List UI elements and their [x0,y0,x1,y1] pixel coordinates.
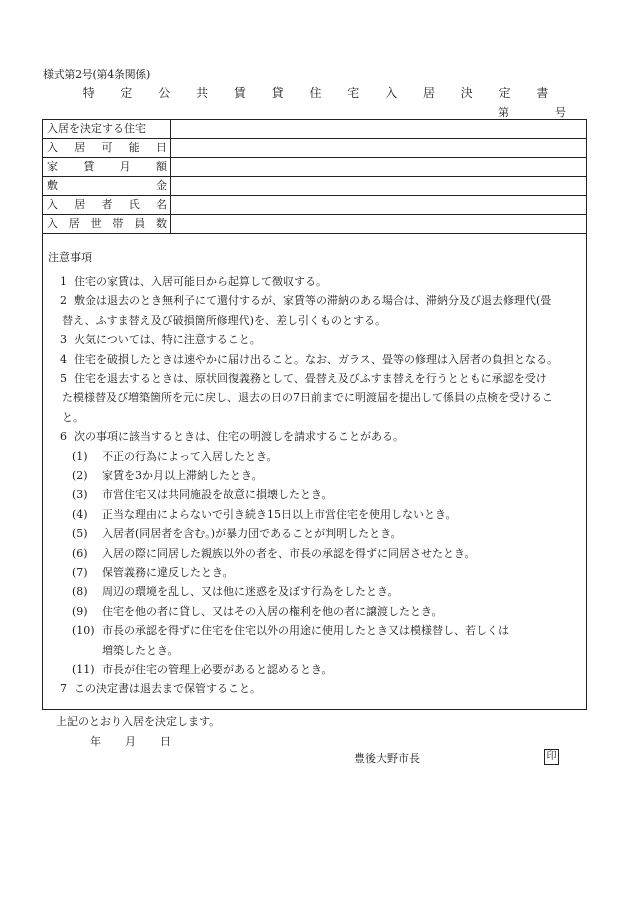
field-label-part: 能 [128,141,140,154]
sub-item-text: 入居の際に同居した親族以外の者を、市長の承認を得ずに同居させたとき。 [102,546,476,560]
issuer-name: 豊後大野市長 [354,752,420,765]
sub-item-text: 家賃を3か月以上滞納したとき。 [102,469,263,482]
note-item [60,350,558,369]
note-item-continuation: 替え、ふすま替え及び破損箇所修理代)を、差し引くものとする。 [62,313,386,327]
field-row [43,158,586,177]
field-label [43,196,171,214]
sub-item-text: 増築したとき。 [102,643,179,657]
field-label-part: 氏 [128,198,140,211]
sub-item-number: (7) [72,566,88,579]
note-number: 4 [60,352,67,366]
field-label-part: 居 [74,198,86,211]
notes-heading: 注意事項 [48,251,92,264]
note-text: この決定書は退去まで保管すること。 [74,682,261,696]
note-item [60,330,261,349]
note-number: 5 [60,372,67,385]
number-suffix: 号 [555,106,566,119]
number-prefix: 第 [498,106,509,119]
sub-item-number: (4) [72,507,88,521]
sub-item-number: (10) [72,624,95,638]
field-label-part: 居 [68,217,80,230]
date-line [90,733,195,749]
field-label [43,215,171,233]
note-number: 2 [60,294,67,308]
field-row [43,177,586,196]
sub-item-text: 保管義務に違反したとき。 [102,566,234,579]
field-row [43,120,586,139]
document-number [498,104,566,120]
field-value[interactable] [172,177,586,195]
sub-item-text: 市営住宅又は共同施設を故意に損壊したとき。 [102,488,333,502]
field-row [43,196,586,215]
sub-item-number: (6) [72,546,88,560]
note-text: 住宅の家賃は、入居可能日から起算して徴収する。 [74,275,327,288]
note-text: 次の事項に該当するときは、住宅の明渡しを請求することがある。 [74,430,404,444]
sub-item-number: (11) [72,663,95,676]
document-title: 特 定 公 共 賃 貸 住 宅 入 居 決 定 書 [82,86,560,100]
field-label-part: 入居を決定する住宅 [47,122,146,135]
form-number-label: 様式第2号(第4条関係) [43,68,150,81]
date-year: 年 [90,735,101,748]
sub-item-text: 正当な理由によらないで引き続き15日以上市営住宅を使用しないとき。 [102,507,457,521]
field-label-part: 数 [155,217,167,230]
note-item-continuation: と。 [62,410,84,424]
note-text: 敷金は退去のとき無利子にて還付するが、家賃等の滞納のある場合は、滞納分及び退去修理代(畳 [74,294,552,308]
note-number: 7 [60,682,67,696]
field-label [43,139,171,157]
field-label-part: 日 [156,141,167,154]
sub-item-number: (3) [72,488,88,502]
field-label-part: 名 [156,198,167,211]
note-item [60,272,327,291]
field-value[interactable] [172,215,586,233]
field-label-part: 賃 [83,160,95,173]
field-label-part: 敷 [47,179,58,192]
note-item [60,427,404,446]
field-label-part: 可 [101,141,113,154]
note-item [60,291,551,310]
field-row [43,215,586,234]
note-number: 3 [60,333,67,347]
sub-item-number: (8) [72,585,88,599]
field-label-part: 入 [47,198,58,211]
field-label-part: 月 [119,160,131,173]
field-label-part: 員 [134,217,146,230]
note-number: 1 [60,275,67,288]
field-label-part: 入 [47,141,58,154]
note-text: 住宅を退去するときは、原状回復義務として、畳替え及びふすま替えを行うとともに承認を受け [74,372,547,385]
date-month: 月 [125,735,136,748]
sub-item-text: 周辺の環境を乱し、又は他に迷惑を及ぼす行為をしたとき。 [102,585,399,599]
sub-item-number: (1) [72,449,88,463]
field-value[interactable] [172,158,586,176]
date-day: 日 [160,735,171,748]
field-label [43,177,171,195]
closing-statement: 上記のとおり入居を決定します。 [56,715,221,728]
sub-item-text: 住宅を他の者に貸し、又はその入居の権利を他の者に譲渡したとき。 [102,604,443,618]
field-value[interactable] [172,139,586,157]
sub-item-text: 不正の行為によって入居したとき。 [102,449,278,463]
note-number: 6 [60,430,67,444]
field-label [43,158,171,176]
field-label-part: 家 [47,160,58,173]
note-text: 住宅を破損したときは速やかに届け出ること。なお、ガラス、畳等の修理は入居者の負担となる。 [74,352,558,366]
sub-item-number: (2) [72,469,88,482]
note-item-continuation: た模様替及び増築箇所を元に戻し、退去の日の7日前までに明渡届を提出して係員の点検を受けるこ [62,391,553,405]
field-row [43,139,586,158]
note-item [60,369,547,388]
field-label-part: 居 [74,141,86,154]
note-item [60,679,261,698]
sub-item-number: (9) [72,604,88,618]
field-label-part: 金 [156,179,167,192]
field-label-part: 入 [47,217,58,230]
field-label-part: 者 [101,198,113,211]
field-label [43,120,171,138]
sub-item-text: 市長が住宅の管理上必要があると認めるとき。 [102,663,333,676]
field-value[interactable] [172,120,586,138]
sub-item-number: (5) [72,527,88,541]
note-text: 火気については、特に注意すること。 [74,333,261,347]
sub-item-text: 市長の承認を得ずに住宅を住宅以外の用途に使用したとき又は模様替し、若しくは [102,624,509,638]
field-label-part: 世 [90,217,102,230]
field-label-part: 額 [155,160,167,173]
sub-item-text: 入居者(同居者を含む。)が暴力団であることが判明したとき。 [102,527,402,541]
field-label-part: 帯 [112,217,124,230]
seal-mark: 印 [544,749,559,765]
field-value[interactable] [172,196,586,214]
